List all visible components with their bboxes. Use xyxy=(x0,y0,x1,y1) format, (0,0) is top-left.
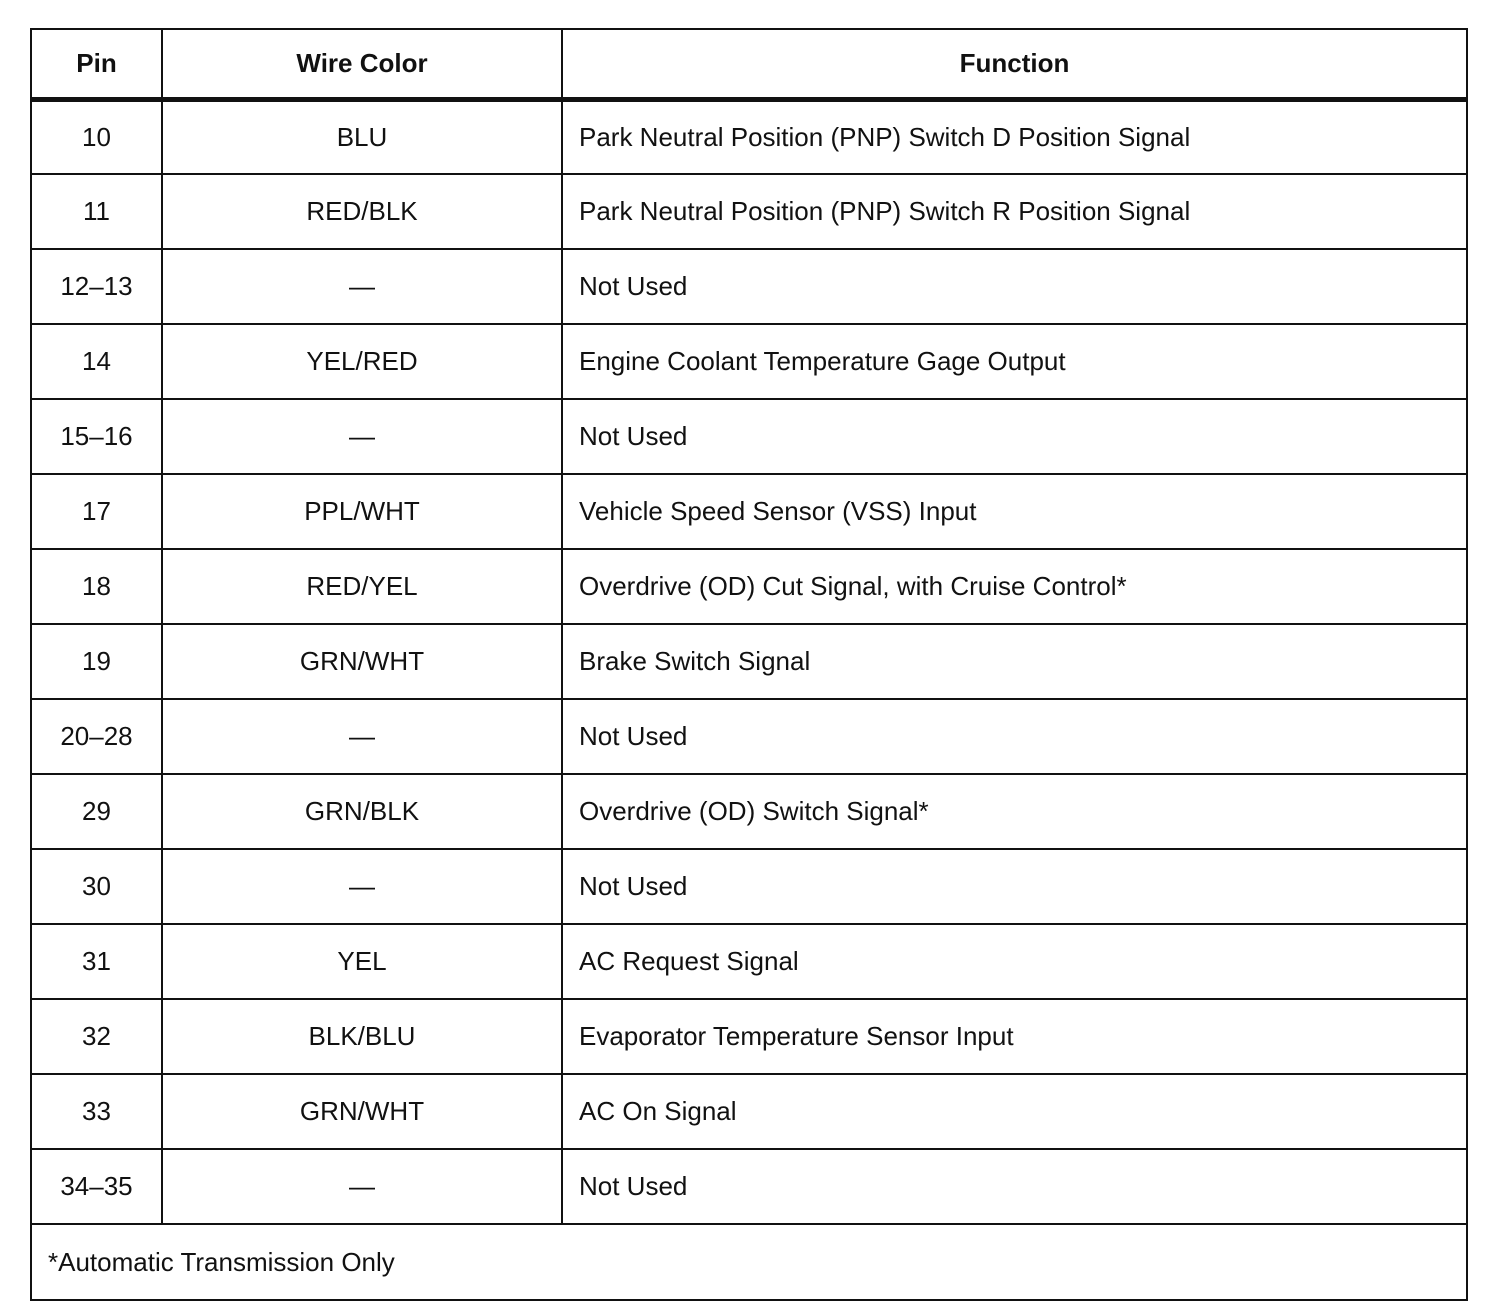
table-row xyxy=(31,774,1467,849)
wire-color: GRN/WHT xyxy=(162,1074,562,1149)
table-footer xyxy=(31,1224,1467,1300)
pin-function: Evaporator Temperature Sensor Input xyxy=(562,999,1467,1074)
pin-function: AC On Signal xyxy=(562,1074,1467,1149)
table-header xyxy=(31,29,1467,99)
pin-function: Not Used xyxy=(562,399,1467,474)
wire-color: GRN/WHT xyxy=(162,624,562,699)
pin-number: 18 xyxy=(31,549,162,624)
pin-number: 31 xyxy=(31,924,162,999)
pin-function: Overdrive (OD) Cut Signal, with Cruise Control* xyxy=(562,549,1467,624)
pin-function: Not Used xyxy=(562,1149,1467,1224)
table-row xyxy=(31,1074,1467,1149)
pin-number: 17 xyxy=(31,474,162,549)
pin-number: 15–16 xyxy=(31,399,162,474)
table-row xyxy=(31,699,1467,774)
pin-number: 12–13 xyxy=(31,249,162,324)
pin-function: Vehicle Speed Sensor (VSS) Input xyxy=(562,474,1467,549)
table-row xyxy=(31,324,1467,399)
header-function: Function xyxy=(562,29,1467,99)
pin-function: Park Neutral Position (PNP) Switch R Position Signal xyxy=(562,174,1467,249)
pin-table xyxy=(30,28,1468,1301)
pin-function: AC Request Signal xyxy=(562,924,1467,999)
wire-color: GRN/BLK xyxy=(162,774,562,849)
pin-number: 14 xyxy=(31,324,162,399)
wire-color: PPL/WHT xyxy=(162,474,562,549)
table-body xyxy=(31,99,1467,1224)
pin-number: 34–35 xyxy=(31,1149,162,1224)
pin-number: 10 xyxy=(31,99,162,174)
table-row xyxy=(31,99,1467,174)
wire-color: YEL xyxy=(162,924,562,999)
wire-color: BLK/BLU xyxy=(162,999,562,1074)
pin-number: 32 xyxy=(31,999,162,1074)
wire-color: — xyxy=(162,399,562,474)
table-row xyxy=(31,1149,1467,1224)
wire-color: — xyxy=(162,249,562,324)
pin-function: Not Used xyxy=(562,849,1467,924)
wire-color: — xyxy=(162,699,562,774)
table-row xyxy=(31,624,1467,699)
table-row xyxy=(31,924,1467,999)
pin-number: 20–28 xyxy=(31,699,162,774)
wire-color: — xyxy=(162,1149,562,1224)
pin-function: Brake Switch Signal xyxy=(562,624,1467,699)
pin-function: Not Used xyxy=(562,699,1467,774)
wire-color: BLU xyxy=(162,99,562,174)
wire-color: YEL/RED xyxy=(162,324,562,399)
footnote: *Automatic Transmission Only xyxy=(31,1224,1467,1300)
header-wire-color: Wire Color xyxy=(162,29,562,99)
pin-number: 33 xyxy=(31,1074,162,1149)
pin-number: 11 xyxy=(31,174,162,249)
wire-color: — xyxy=(162,849,562,924)
pin-function: Engine Coolant Temperature Gage Output xyxy=(562,324,1467,399)
pin-function: Overdrive (OD) Switch Signal* xyxy=(562,774,1467,849)
wire-color: RED/BLK xyxy=(162,174,562,249)
pin-function: Park Neutral Position (PNP) Switch D Position Signal xyxy=(562,99,1467,174)
pin-number: 30 xyxy=(31,849,162,924)
header-pin: Pin xyxy=(31,29,162,99)
footnote-row xyxy=(31,1224,1467,1300)
table-row xyxy=(31,249,1467,324)
pin-number: 29 xyxy=(31,774,162,849)
table-row xyxy=(31,549,1467,624)
wire-color: RED/YEL xyxy=(162,549,562,624)
header-row xyxy=(31,29,1467,99)
table-row xyxy=(31,174,1467,249)
table-row xyxy=(31,849,1467,924)
table-row xyxy=(31,474,1467,549)
table-row xyxy=(31,999,1467,1074)
pin-number: 19 xyxy=(31,624,162,699)
table-row xyxy=(31,399,1467,474)
pin-function: Not Used xyxy=(562,249,1467,324)
